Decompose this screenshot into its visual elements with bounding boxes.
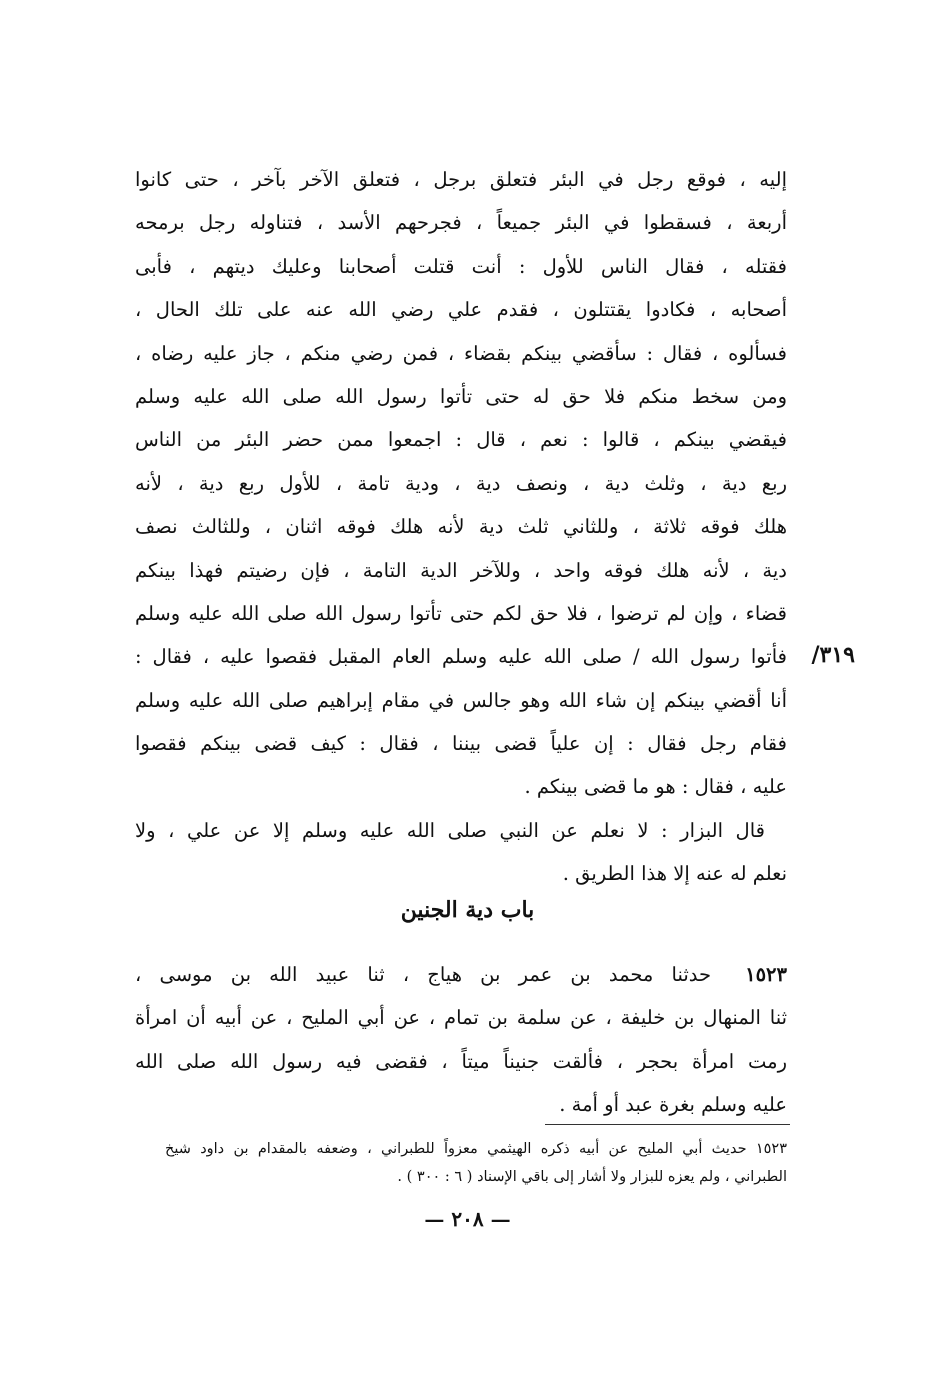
text-line: إليه ، فوقع رجل في البئر فتعلق برجل ، فتعلق الآخر بآخر ، حتى كانوا [135, 168, 787, 191]
footnote [165, 1135, 787, 1191]
text-line: فقام رجل فقال : إن علياً قضى بيننا ، فقال : كيف قضى بينكم فقصوا [135, 732, 787, 756]
hadith-number: ١٥٢٣ [745, 963, 787, 986]
text-line: عليه ، فقال : هو ما قضى بينكم . [524, 775, 787, 799]
text-line: هلك فوقه ثلاثة ، وللثاني ثلث دية لأنه هلك فوقه اثنان ، وللثالث نصف [135, 515, 787, 539]
text-line: فيقضي بينكم ، قالوا : نعم ، قال : اجمعوا ممن حضر البئر من الناس [135, 428, 787, 452]
footnote-line: الطبراني ، ولم يعزه للبزار ولا أشار إلى باقي الإسناد ( ٦ : ٣٠٠ ) . [397, 1169, 787, 1185]
footnote-line: ١٥٢٣ حديث أبي المليح عن أبيه ذكره الهيثمي معزواً للطبراني ، وضعفه بالمقدام بن داود شيخ [165, 1141, 787, 1157]
text-line: ربع دية ، وثلث دية ، ونصف دية ، ودية تامة ، للأول ربع دية ، لأنه [135, 471, 787, 495]
text-line: أربعة ، فسقطوا في البئر جميعاً ، فجرحهم الأسد ، فتناوله رجل برمحه [135, 211, 787, 235]
text-line: قضاء ، وإن لم ترضوا ، فلا حق لكم حتى تأتوا رسول الله صلى الله عليه وسلم [135, 601, 787, 625]
main-text [135, 158, 787, 896]
text-line: أنا أقضي بينكم إن شاء الله وهو جالس في مقام إبراهيم صلى الله عليه وسلم [135, 688, 787, 712]
footnote-divider [545, 1124, 790, 1125]
hadith-block [135, 953, 787, 1127]
text-line: فأتوا رسول الله / صلى الله عليه وسلم العام المقبل فقصوا عليه ، فقال : [135, 645, 787, 669]
page-number: — ٢٠٨ — [424, 1207, 511, 1231]
text-line: فسألوه ، فقال : سأقضي بينكم بقضاء ، فمن رضي منكم ، جاز عليه رضاه ، [135, 341, 787, 365]
hadith-line: عليه وسلم بغرة عبد أو أمة . [559, 1093, 787, 1117]
text-line: فقتله ، فقال الناس للأول : أنت قتلت أصحابنا وعليك ديتهم ، فأبى [135, 254, 787, 278]
hadith-line-text: حدثنا محمد بن عمر بن هياج ، ثنا عبيد الله بن موسى ، [135, 963, 712, 986]
text-line: ومن سخط منكم فلا حق له حتى تأتوا رسول الله صلى الله عليه وسلم [135, 384, 787, 408]
hadith-line [135, 953, 787, 996]
chapter-heading: باب دية الجنين [400, 897, 535, 923]
text-line: أصحابه ، فكادوا يقتتلون ، فقدم علي رضي الله عنه على تلك الحال ، [135, 298, 787, 322]
bazzar-comment-line: قال البزار : لا نعلم عن النبي صلى الله عليه وسلم إلا عن علي ، ولا [135, 818, 765, 842]
margin-page-reference: ٣١٩/ [811, 642, 855, 668]
text-line: دية ، لأنه هلك فوقه واحد ، وللآخر الدية التامة ، فإن رضيتم فهذا بينكم [135, 558, 787, 582]
hadith-line: رمت امرأة بحجر ، فألقت جنيناً ميتاً ، فقضى فيه رسول الله صلى الله [135, 1049, 787, 1073]
hadith-line: ثنا المنهال بن خليفة ، عن سلمة بن تمام ، عن أبي المليح ، عن أبيه أن امرأة [135, 1006, 787, 1030]
bazzar-comment-line: نعلم له عنه إلا هذا الطريق . [562, 862, 787, 886]
